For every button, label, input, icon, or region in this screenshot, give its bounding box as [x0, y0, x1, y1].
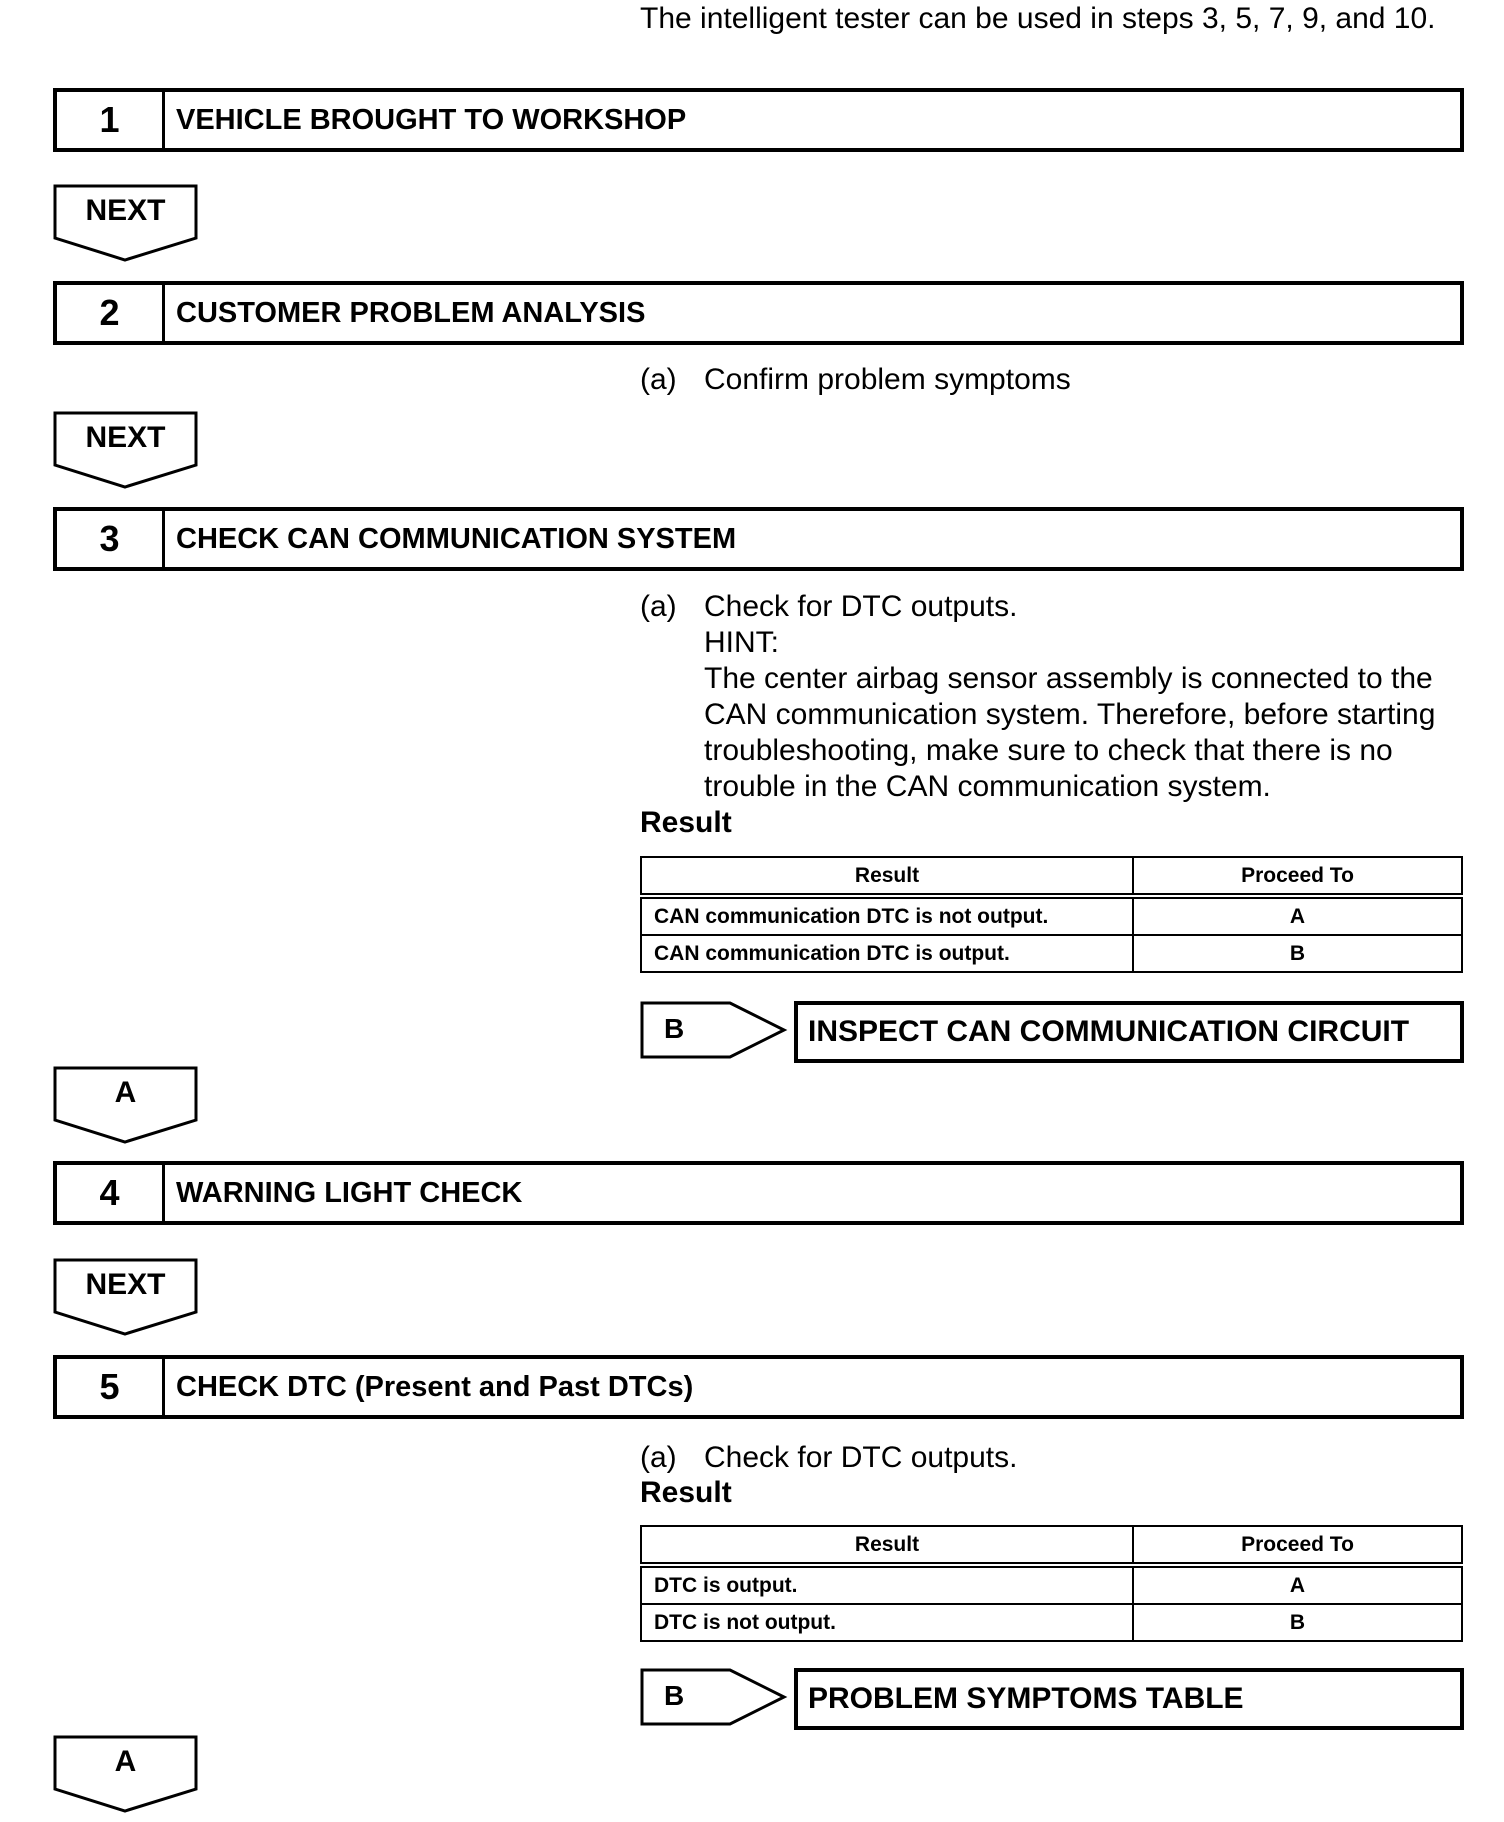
column-header: Proceed To	[1133, 857, 1462, 896]
proceed-cell: A	[1133, 1565, 1462, 1604]
hint-line: CAN communication system. Therefore, before starting	[704, 698, 1436, 731]
right-arrow-icon	[640, 1668, 788, 1726]
column-header: Result	[641, 857, 1133, 896]
step-title: CHECK DTC (Present and Past DTCs)	[176, 1370, 694, 1403]
step-4-header	[53, 1161, 1464, 1225]
step-number: 3	[57, 511, 165, 567]
a-arrow	[53, 1066, 198, 1144]
next-arrow	[53, 411, 198, 489]
column-header: Proceed To	[1133, 1526, 1462, 1565]
next-arrow	[53, 1258, 198, 1336]
branch-label: B	[664, 1013, 685, 1044]
hint-line: troubleshooting, make sure to check that there is no	[704, 734, 1393, 767]
arrow-label: NEXT	[85, 421, 166, 454]
item-marker: (a)	[640, 1441, 677, 1474]
step-number: 2	[57, 285, 165, 341]
table-header-row	[641, 857, 1462, 896]
result-cell: CAN communication DTC is not output.	[641, 896, 1133, 935]
step-title: CHECK CAN COMMUNICATION SYSTEM	[176, 522, 737, 555]
proceed-cell: B	[1133, 935, 1462, 972]
column-header: Result	[641, 1526, 1133, 1565]
a-arrow	[53, 1735, 198, 1813]
table-row	[641, 1565, 1462, 1604]
step-number: 5	[57, 1359, 165, 1415]
proceed-cell: B	[1133, 1604, 1462, 1641]
table-header-row	[641, 1526, 1462, 1565]
result-label: Result	[640, 1476, 732, 1509]
item-text: Confirm problem symptoms	[704, 363, 1071, 396]
item-marker: (a)	[640, 363, 677, 396]
intro-note: The intelligent tester can be used in steps 3, 5, 7, 9, and 10.	[640, 2, 1436, 35]
table-row	[641, 1604, 1462, 1641]
table-row	[641, 896, 1462, 935]
step-2-header	[53, 281, 1464, 345]
step-1-header	[53, 88, 1464, 152]
branch-label: B	[664, 1680, 685, 1711]
table-row	[641, 935, 1462, 972]
branch-destination: INSPECT CAN COMMUNICATION CIRCUIT	[794, 1001, 1464, 1063]
step-3-result-table	[640, 856, 1463, 973]
step-number: 4	[57, 1165, 165, 1221]
step-title: VEHICLE BROUGHT TO WORKSHOP	[176, 103, 687, 136]
next-arrow	[53, 184, 198, 262]
hint-line: trouble in the CAN communication system.	[704, 770, 1271, 803]
hint-line: The center airbag sensor assembly is connected to the	[704, 662, 1433, 695]
result-cell: CAN communication DTC is output.	[641, 935, 1133, 972]
hint-label: HINT:	[704, 626, 779, 659]
step-title: WARNING LIGHT CHECK	[176, 1176, 523, 1209]
step-3-branch-b	[640, 1001, 1464, 1063]
item-text: Check for DTC outputs.	[704, 1441, 1018, 1474]
step-5-branch-b	[640, 1668, 1464, 1730]
step-number: 1	[57, 92, 165, 148]
arrow-label: NEXT	[85, 1268, 166, 1301]
result-label: Result	[640, 806, 732, 839]
step-title: CUSTOMER PROBLEM ANALYSIS	[176, 296, 646, 329]
arrow-label: NEXT	[85, 194, 166, 227]
step-5-result-table	[640, 1525, 1463, 1642]
branch-destination: PROBLEM SYMPTOMS TABLE	[794, 1668, 1464, 1730]
result-cell: DTC is not output.	[641, 1604, 1133, 1641]
result-cell: DTC is output.	[641, 1565, 1133, 1604]
arrow-label: A	[114, 1076, 137, 1109]
proceed-cell: A	[1133, 896, 1462, 935]
arrow-label: A	[114, 1745, 137, 1778]
right-arrow-icon	[640, 1001, 788, 1059]
step-5-header	[53, 1355, 1464, 1419]
step-3-header	[53, 507, 1464, 571]
item-text: Check for DTC outputs.	[704, 590, 1018, 623]
item-marker: (a)	[640, 590, 677, 623]
